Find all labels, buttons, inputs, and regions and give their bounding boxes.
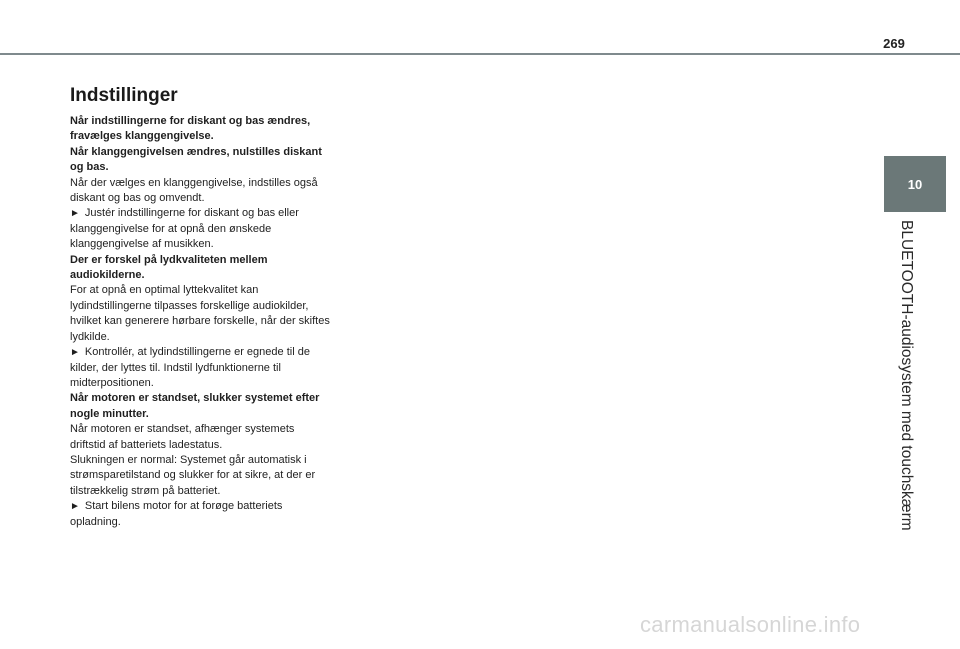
bullet-instruction: ► Kontrollér, at lydindstillingerne er egnede til de kilder, der lyttes til. Indstil lydfunktionerne til midterpositionen.	[70, 345, 332, 391]
chapter-number: 10	[907, 176, 923, 192]
paragraph: Når motoren er standset, slukker systemet efter nogle minutter.	[70, 392, 320, 420]
main-content	[70, 83, 332, 530]
bullet-instruction: ► Justér indstillingerne for diskant og bas eller klanggengivelse for at opnå den ønskede klanggengivelse af musikken.	[70, 206, 332, 252]
chapter-tab	[884, 156, 946, 212]
paragraph: Når indstillingerne for diskant og bas ændres, fravælges klanggengivelse.	[70, 115, 311, 143]
header-divider	[0, 53, 960, 55]
paragraph: Der er forskel på lydkvaliteten mellem audiokilderne.	[70, 253, 268, 282]
paragraph: For at opnå en optimal lyttekvalitet kan lydindstillingerne tilpasses forskellige audiokilder, hvilket kan generere hørbare forskelle, når der skiftes lydkilde.	[70, 284, 330, 343]
bullet-instruction: ► Start bilens motor for at forøge batteriets opladning.	[70, 499, 332, 530]
paragraph: Når klanggengivelsen ændres, nulstilles diskant og bas.	[70, 145, 322, 174]
paragraph: Slukningen er normal: Systemet går automatisk i strømsparetilstand og slukker for at sikre, at der er tilstrækkelig strøm på batteriet.	[70, 453, 316, 497]
page-number: 269	[883, 36, 905, 51]
paragraph: Når der vælges en klanggengivelse, indstilles også diskant og bas og omvendt.	[70, 176, 318, 205]
paragraph: Når motoren er standset, afhænger systemets driftstid af batteriets ladestatus.	[70, 423, 295, 451]
chapter-title: BLUETOOTH-audiosystem med touchskærm	[898, 220, 915, 531]
watermark: carmanualsonline.info	[640, 612, 861, 637]
section-heading: Indstillinger	[70, 85, 178, 106]
